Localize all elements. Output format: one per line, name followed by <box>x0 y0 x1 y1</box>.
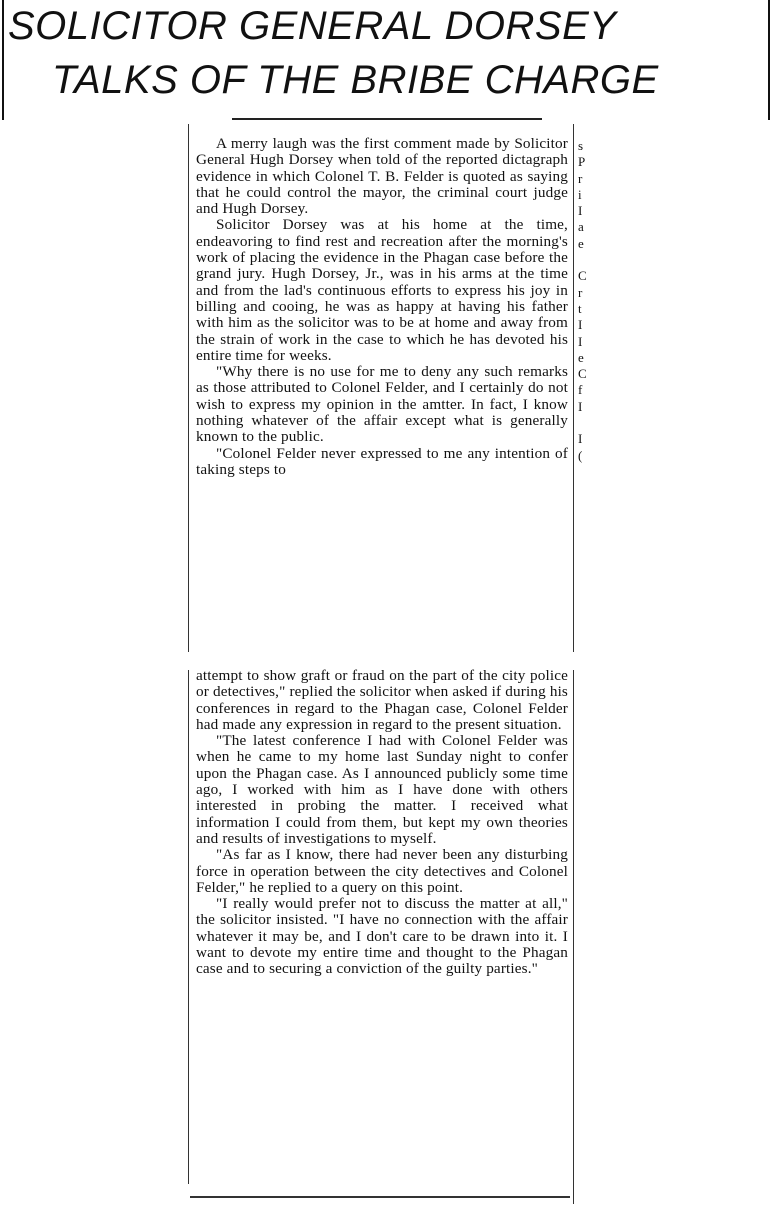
fragment-letter: I <box>578 431 583 447</box>
article-column-part-2 <box>196 668 568 978</box>
column-rule-right-upper <box>573 124 574 652</box>
column-rule-left-upper <box>188 124 189 652</box>
fragment-letter: P <box>578 154 586 170</box>
fragment-letter: C <box>578 366 587 382</box>
fragment-letter: e <box>578 235 584 251</box>
article-column-part-1 <box>196 136 568 478</box>
column-rule-right-lower <box>573 670 574 1204</box>
article-paragraph: "As far as I know, there had never been any disturbing force in operation between the city detectives and Colonel Felder," he replied to a query on this point. <box>196 846 568 896</box>
fragment-letter: I <box>578 203 583 219</box>
article-paragraph: "Why there is no use for me to deny any such remarks as those attributed to Colonel Felder, and I certainly do not wish to express my opinion in the amtter. In fact, I know nothing whatever of the affair except what is generally known to the public. <box>196 363 568 446</box>
bottom-rule <box>190 1196 570 1198</box>
article-paragraph: "The latest conference I had with Colonel Felder was when he came to my home last Sunday night to confer upon the Phagan case. As I announced publicly some time ago, I worked with him as I have done with others interested in probing the matter. I received what information I could from them, but kept my own theories and results of investigations to myself. <box>196 732 568 847</box>
fragment-letter <box>578 252 590 268</box>
article-paragraph: "Colonel Felder never expressed to me any intention of taking steps to <box>196 444 568 478</box>
headline-rule <box>232 118 542 120</box>
fragment-letter: I <box>578 317 583 333</box>
fragment-letter: i <box>578 186 582 202</box>
article-paragraph: Solicitor Dorsey was at his home at the time, endeavoring to find rest and recreation after the morning's work of placing the evidence in the Phagan case before the grand jury. Hugh Dorsey, Jr., was in his arms at the time and from the lad's continuous efforts to express his joy in billing and cooing, he was as happy at having his father with him as the solicitor was to be at home and away from the strain of work in the case to which he has devoted his entire time for weeks. <box>196 216 568 364</box>
fragment-letter: s <box>578 138 584 153</box>
fragment-letter: e <box>578 349 584 365</box>
fragment-letter: I <box>578 398 583 414</box>
adjacent-column-fragments <box>578 138 590 464</box>
fragment-letter: r <box>578 284 583 300</box>
fragment-letter: ( <box>578 447 583 463</box>
fragment-letter: t <box>578 300 582 316</box>
column-rule-left-lower <box>188 670 189 1184</box>
fragment-letter: a <box>578 219 584 235</box>
article-paragraph: "I really would prefer not to discuss the matter at all," the solicitor insisted. "I have no connection with the affair whatever it may be, and I don't care to be drawn into it. I want to devote my entire time and thought to the Phagan case and to securing a conviction of the guilty parties." <box>196 895 568 978</box>
fragment-letter: r <box>578 170 583 186</box>
fragment-letter: f <box>578 382 583 398</box>
article-paragraph: A merry laugh was the first comment made by Solicitor General Hugh Dorsey when told of the reported dictagraph evidence in which Colonel T. B. Felder is quoted as saying that he could control the mayor, the criminal court judge and Hugh Dorsey. <box>196 135 568 218</box>
headline-line-2: TALKS OF THE BRIBE CHARGE <box>52 58 659 102</box>
headline-box <box>2 0 770 120</box>
article-paragraph: attempt to show graft or fraud on the part of the city police or detectives," replied the solicitor when asked if during his conferences in regard to the Phagan case, Colonel Felder had made any expression in regard to the present situation. <box>196 667 568 733</box>
headline-line-1: SOLICITOR GENERAL DORSEY <box>8 4 617 48</box>
fragment-letter <box>578 415 590 431</box>
fragment-letter: C <box>578 268 587 284</box>
fragment-letter: I <box>578 333 583 349</box>
